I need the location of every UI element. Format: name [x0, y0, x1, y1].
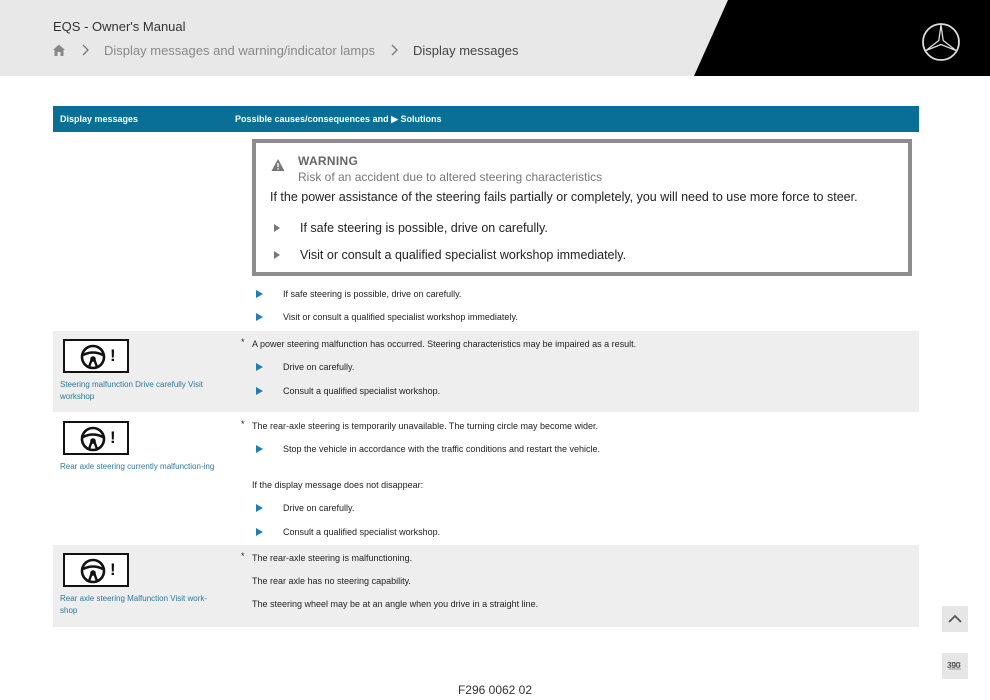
solution-step-text: Visit or consult a qualified specialist workshop immediately. [283, 312, 518, 322]
display-message-text: Steering malfunction Drive carefully Visit workshop [60, 380, 204, 401]
warning-step [274, 221, 548, 235]
solution-step-text: Consult a qualified specialist workshop. [283, 386, 441, 396]
solution-arrow-icon [256, 363, 263, 371]
page-number-button[interactable] [942, 653, 968, 679]
page-number: 390 [947, 661, 961, 670]
solution-arrow-icon [256, 313, 263, 321]
chevron-right-icon [387, 43, 401, 57]
exclamation-icon: ! [110, 346, 116, 365]
triangle-bullet-icon [274, 251, 280, 259]
solution-arrow-icon [256, 445, 263, 453]
column-header-causes-solutions: Possible causes/consequences and ▶ Solutions [235, 114, 442, 124]
solution-arrow-icon [256, 528, 263, 536]
exclamation-icon: ! [110, 560, 116, 579]
steering-wheel-icon [78, 558, 108, 584]
chevron-up-icon [942, 606, 968, 632]
solution-step-text: Drive on carefully. [283, 503, 355, 513]
cause-bullet [241, 337, 637, 349]
cause-bullet [241, 419, 598, 431]
app-title: EQS - Owner's Manual [53, 19, 186, 34]
breadcrumb-link-display-messages-lamps[interactable]: Display messages and warning/indicator lamps [104, 42, 375, 58]
mercedes-star-logo[interactable] [921, 22, 961, 62]
display-message-text: Rear axle steering Malfunction Visit work-shop [60, 594, 208, 615]
warning-title: WARNING [298, 154, 359, 168]
solution-step [283, 444, 600, 454]
triangle-bullet-icon [274, 224, 280, 232]
display-message-text: Rear axle steering currently malfunction-ing [60, 462, 215, 471]
solution-step [283, 527, 440, 537]
breadcrumb-current: Display messages [412, 42, 519, 58]
document-code: F296 0062 02 [457, 683, 533, 697]
warning-step-text: Visit or consult a qualified specialist workshop immediately. [300, 248, 627, 262]
solution-step-text: Consult a qualified specialist workshop. [283, 527, 441, 537]
steering-wheel-icon [78, 344, 108, 370]
warning-step [274, 248, 626, 262]
solution-step [283, 289, 461, 299]
solution-step [283, 362, 354, 372]
condition-note: If the display message does not disappear: [252, 480, 424, 490]
display-message-icon [63, 339, 129, 373]
cause-text: A power steering malfunction has occurred. Steering characteristics may be impaired as a result. [252, 339, 637, 349]
solution-step-text: Stop the vehicle in accordance with the traffic conditions and restart the vehicle. [283, 444, 601, 454]
warning-triangle-icon [271, 158, 285, 172]
bullet-dot: * [241, 551, 245, 561]
chevron-right-icon [78, 43, 92, 57]
home-icon[interactable] [52, 43, 66, 57]
exclamation-icon: ! [110, 428, 116, 447]
breadcrumb [52, 41, 518, 59]
cause-text: The rear-axle steering is temporarily unavailable. The turning circle may become wider. [252, 421, 598, 431]
bullet-dot: * [241, 419, 245, 429]
cause-line: The rear axle has no steering capability. [252, 576, 411, 586]
solution-step-text: If safe steering is possible, drive on carefully. [283, 289, 462, 299]
warning-body: If the power assistance of the steering fails partially or completely, you will need to use more force to steer. [270, 190, 858, 204]
solution-step [283, 386, 440, 396]
display-message-icon [63, 553, 129, 587]
column-header-display-messages: Display messages [60, 114, 139, 124]
cause-line: The steering wheel may be at an angle when you drive in a straight line. [252, 599, 539, 609]
steering-wheel-icon [78, 426, 108, 452]
header-bar [0, 0, 990, 76]
display-message-icon [63, 421, 129, 455]
cause-text: The rear-axle steering is malfunctioning. [252, 553, 413, 563]
solution-step-text: Drive on carefully. [283, 362, 355, 372]
table-header [53, 106, 919, 132]
bullet-dot: * [241, 337, 245, 347]
cause-bullet [241, 551, 413, 563]
warning-subtitle: Risk of an accident due to altered steering characteristics [298, 170, 603, 184]
warning-box [252, 139, 912, 276]
solution-step [283, 503, 354, 513]
warning-step-text: If safe steering is possible, drive on carefully. [300, 221, 548, 235]
solution-arrow-icon [256, 290, 263, 298]
solution-arrow-icon [256, 387, 263, 395]
scroll-to-top-button[interactable] [942, 606, 968, 632]
solution-step [283, 312, 518, 322]
solution-arrow-icon [256, 504, 263, 512]
